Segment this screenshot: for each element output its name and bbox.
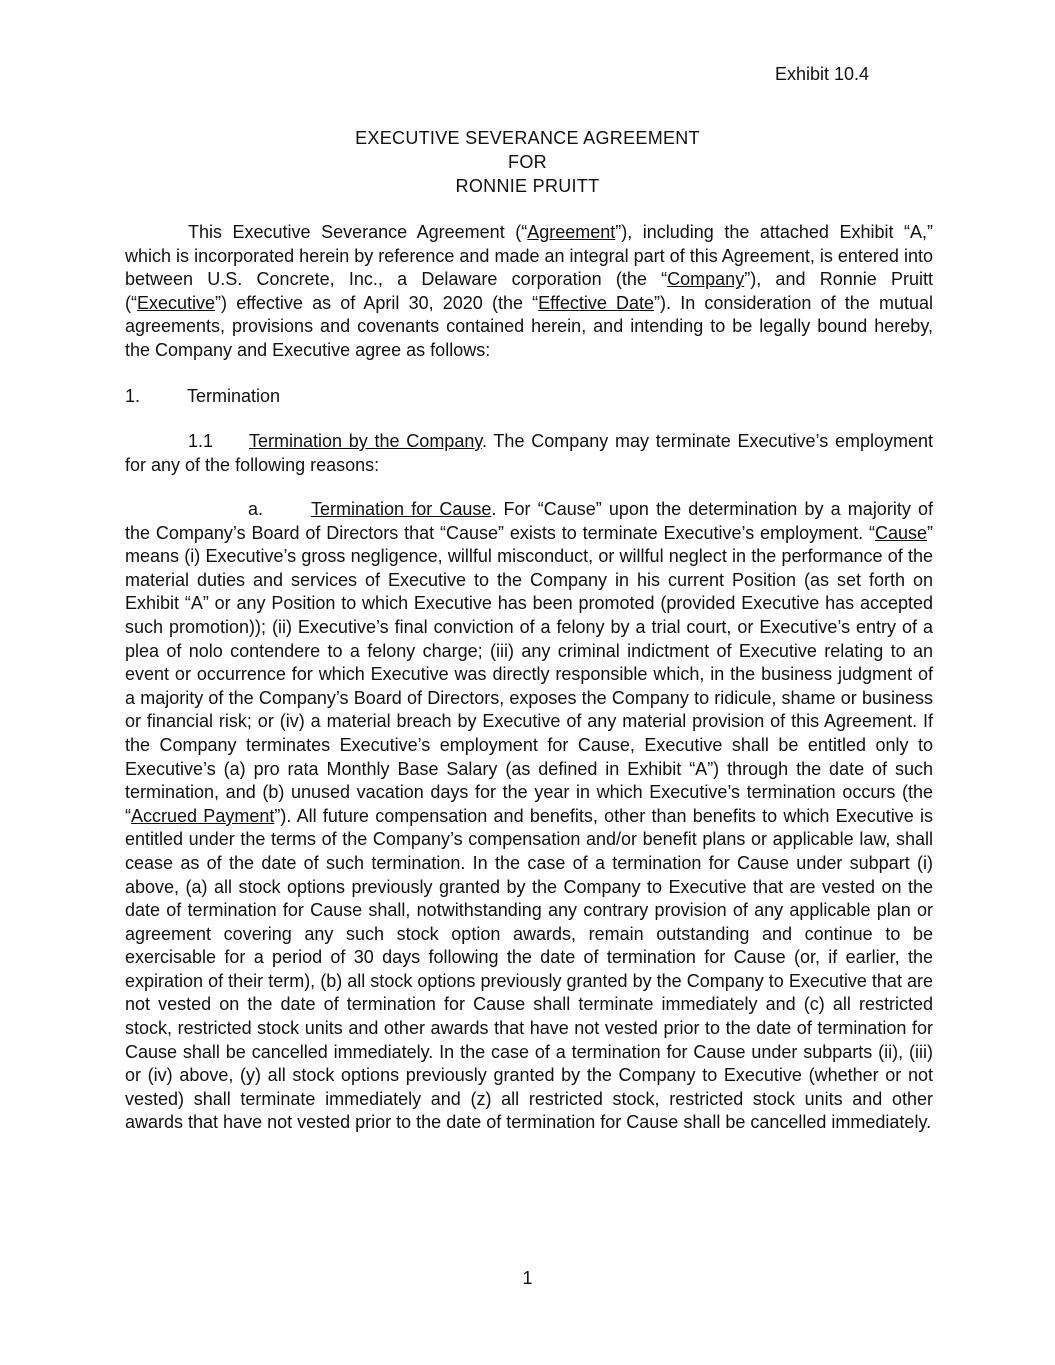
intro-paragraph: This Executive Severance Agreement (“Agreement”), including the attached Exhibit “A,” which is incorporated herein by reference and made an integral part of this Agreement, is entered into between U.S. Concrete, Inc., a Delaware corporation (the “Company”), and Ronnie Pruitt (“Executive”) effective as of April 30, 2020 (the “Effective Date”). In consideration of the mutual agreements, provisions and covenants contained herein, and intending to be legally bound hereby, the Company and Executive agree as follows: (125, 222, 934, 360)
page-number: 1 (522, 1268, 533, 1288)
document-title (0, 126, 1055, 198)
title-line-3: RONNIE PRUITT (455, 176, 600, 196)
section-title: Termination (187, 386, 281, 406)
subsection-heading: Termination by the Company (249, 431, 483, 451)
section-number: 1. (125, 386, 141, 406)
clause-letter: a. (248, 499, 264, 519)
defined-term-cause: Cause (874, 522, 927, 543)
title-line-2: FOR (508, 152, 547, 172)
defined-term-company: Company (667, 269, 745, 290)
clause-a-paragraph: a. Termination for Cause. For “Cause” upon the determination by a majority of the Company’s Board of Directors that “Cause” exists to terminate Executive’s employment. “Cause” means (i) Executive’s gross negligence, willful misconduct, or willful neglect in the performance of the material duties and services of Executive to the Company in his current Position (as set forth on Exhibit “A” or any Position to which Executive has been promoted (provided Executive has accepted such promotion)); (ii) Executive’s final conviction of a felony by a trial court, or Executive’s entry of a plea of nolo contendere to a felony charge; (iii) any criminal indictment of Executive relating to an event or occurrence for which Executive was directly responsible which, in the business judgment of a majority of the Company’s Board of Directors, exposes the Company to ridicule, shame or business or financial risk; or (iv) a material breach by Executive of any material provision of this Agreement. If the Company terminates Executive’s employment for Cause, Executive shall be entitled only to Executive’s (a) pro rata Monthly Base Salary (as defined in Exhibit “A”) through the date of such termination, and (b) unused vacation days for the year in which Executive’s termination occurs (the “Accrued Payment”). All future compensation and benefits, other than benefits to which Executive is entitled under the terms of the Company’s compensation and/or benefit plans or applicable law, shall cease as of the date of such termination. In the case of a termination for Cause under subpart (i) above, (a) all stock options previously granted by the Company to Executive that are vested on the date of termination for Cause shall, notwithstanding any contrary provision of any applicable plan or agreement covering any such stock option awards, remain outstanding and continue to be exercisable for a period of 30 days following the date of termination for Cause (or, if earlier, the expiration of their term), (b) all stock options previously granted by the Company to Executive that are not vested on the date of termination for Cause shall terminate immediately and (c) all restricted stock, restricted stock units and other awards that have not vested prior to the date of termination for Cause shall be cancelled immediately. In the case of a termination for Cause under subparts (ii), (iii) or (iv) above, (y) all stock options previously granted by the Company to Executive (whether or not vested) shall terminate immediately and (z) all restricted stock, restricted stock units and other awards that have not vested prior to the date of termination for Cause shall be cancelled immediately. (125, 499, 933, 1133)
clause-heading: Termination for Cause (311, 499, 492, 519)
defined-term-effective-date: Effective Date (538, 292, 655, 313)
subsection-number: 1.1 (188, 431, 214, 451)
section-1-heading (125, 385, 933, 409)
section-1-1-paragraph: 1.1 Termination by the Company. The Company may terminate Executive’s employment for any of the following reasons: (125, 431, 933, 475)
defined-term-accrued-payment: Accrued Payment (131, 805, 275, 826)
exhibit-label: Exhibit 10.4 (774, 64, 869, 84)
title-line-1: EXECUTIVE SEVERANCE AGREEMENT (355, 128, 700, 148)
defined-term-executive: Executive (137, 292, 216, 313)
defined-term-agreement: Agreement (527, 222, 616, 242)
